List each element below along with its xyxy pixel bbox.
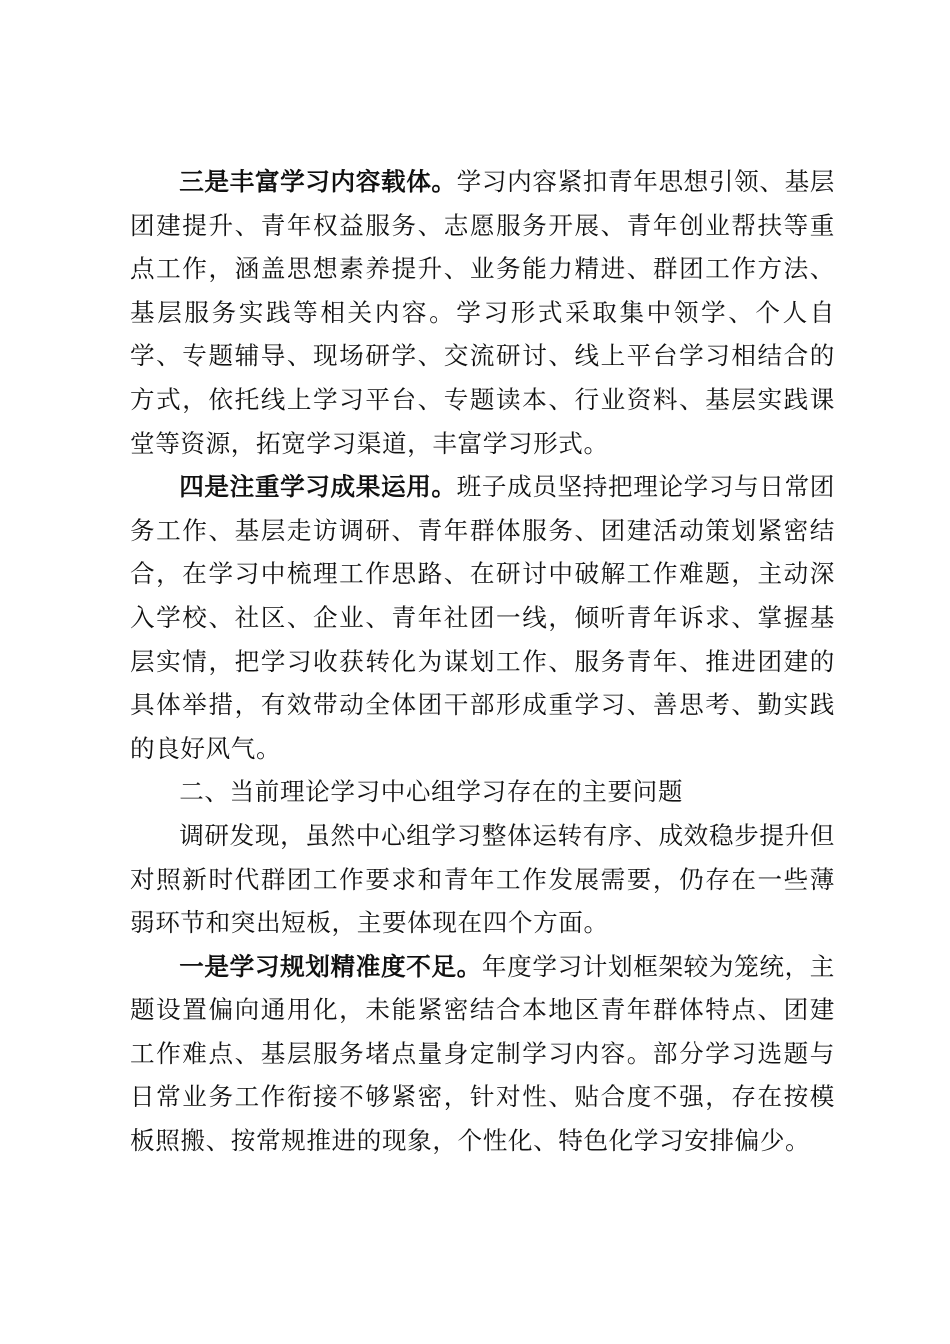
- paragraph-text: 年度学习计划框架较为笼统，主题设置偏向通用化，未能紧密结合本地区青年群体特点、团建工作难点、基层服务堵点量身定制学习内容。部分学习选题与日常业务工作衔接不够紧密，针对性、贴合度不强，存在按模板照搬、按常规推进的现象，个性化、特色化学习安排偏少。: [130, 951, 836, 1156]
- paragraph-lead: 一是学习规划精准度不足。: [179, 951, 482, 981]
- paragraph-learning-results: [130, 465, 835, 770]
- paragraph-planning-issue: [130, 945, 835, 1163]
- intro-paragraph: 调研发现，虽然中心组学习整体运转有序、成效稳步提升但对照新时代群团工作要求和青年工作发展需要，仍存在一些薄弱环节和突出短板，主要体现在四个方面。: [130, 820, 835, 938]
- document-body: [130, 160, 835, 1163]
- paragraph-lead: 三是丰富学习内容载体。: [179, 167, 457, 196]
- paragraph-text: 班子成员坚持把理论学习与日常团务工作、基层走访调研、青年群体服务、团建活动策划紧密结合，在学习中梳理工作思路、在研讨中破解工作难题，主动深入学校、社区、企业、青年社团一线，倾听青年诉求、掌握基层实情，把学习收获转化为谋划工作、服务青年、推进团建的具体举措，有效带动全体团干部形成重学习、善思考、勤实践的良好风气。: [130, 472, 835, 763]
- paragraph-lead: 四是注重学习成果运用。: [179, 472, 457, 502]
- section-heading: 二、当前理论学习中心组学习存在的主要问题: [179, 777, 684, 807]
- paragraph-learning-content: [130, 160, 835, 465]
- paragraph-text: 学习内容紧扣青年思想引领、基层团建提升、青年权益服务、志愿服务开展、青年创业帮扶等重点工作，涵盖思想素养提升、业务能力精进、群团工作方法、基层服务实践等相关内容。学习形式采取集中领学、个人自学、专题辅导、现场研学、交流研讨、线上平台学习相结合的方式，依托线上学习平台、专题读本、行业资料、基层实践课堂等资源，拓宽学习渠道，丰富学习形式。: [130, 167, 835, 458]
